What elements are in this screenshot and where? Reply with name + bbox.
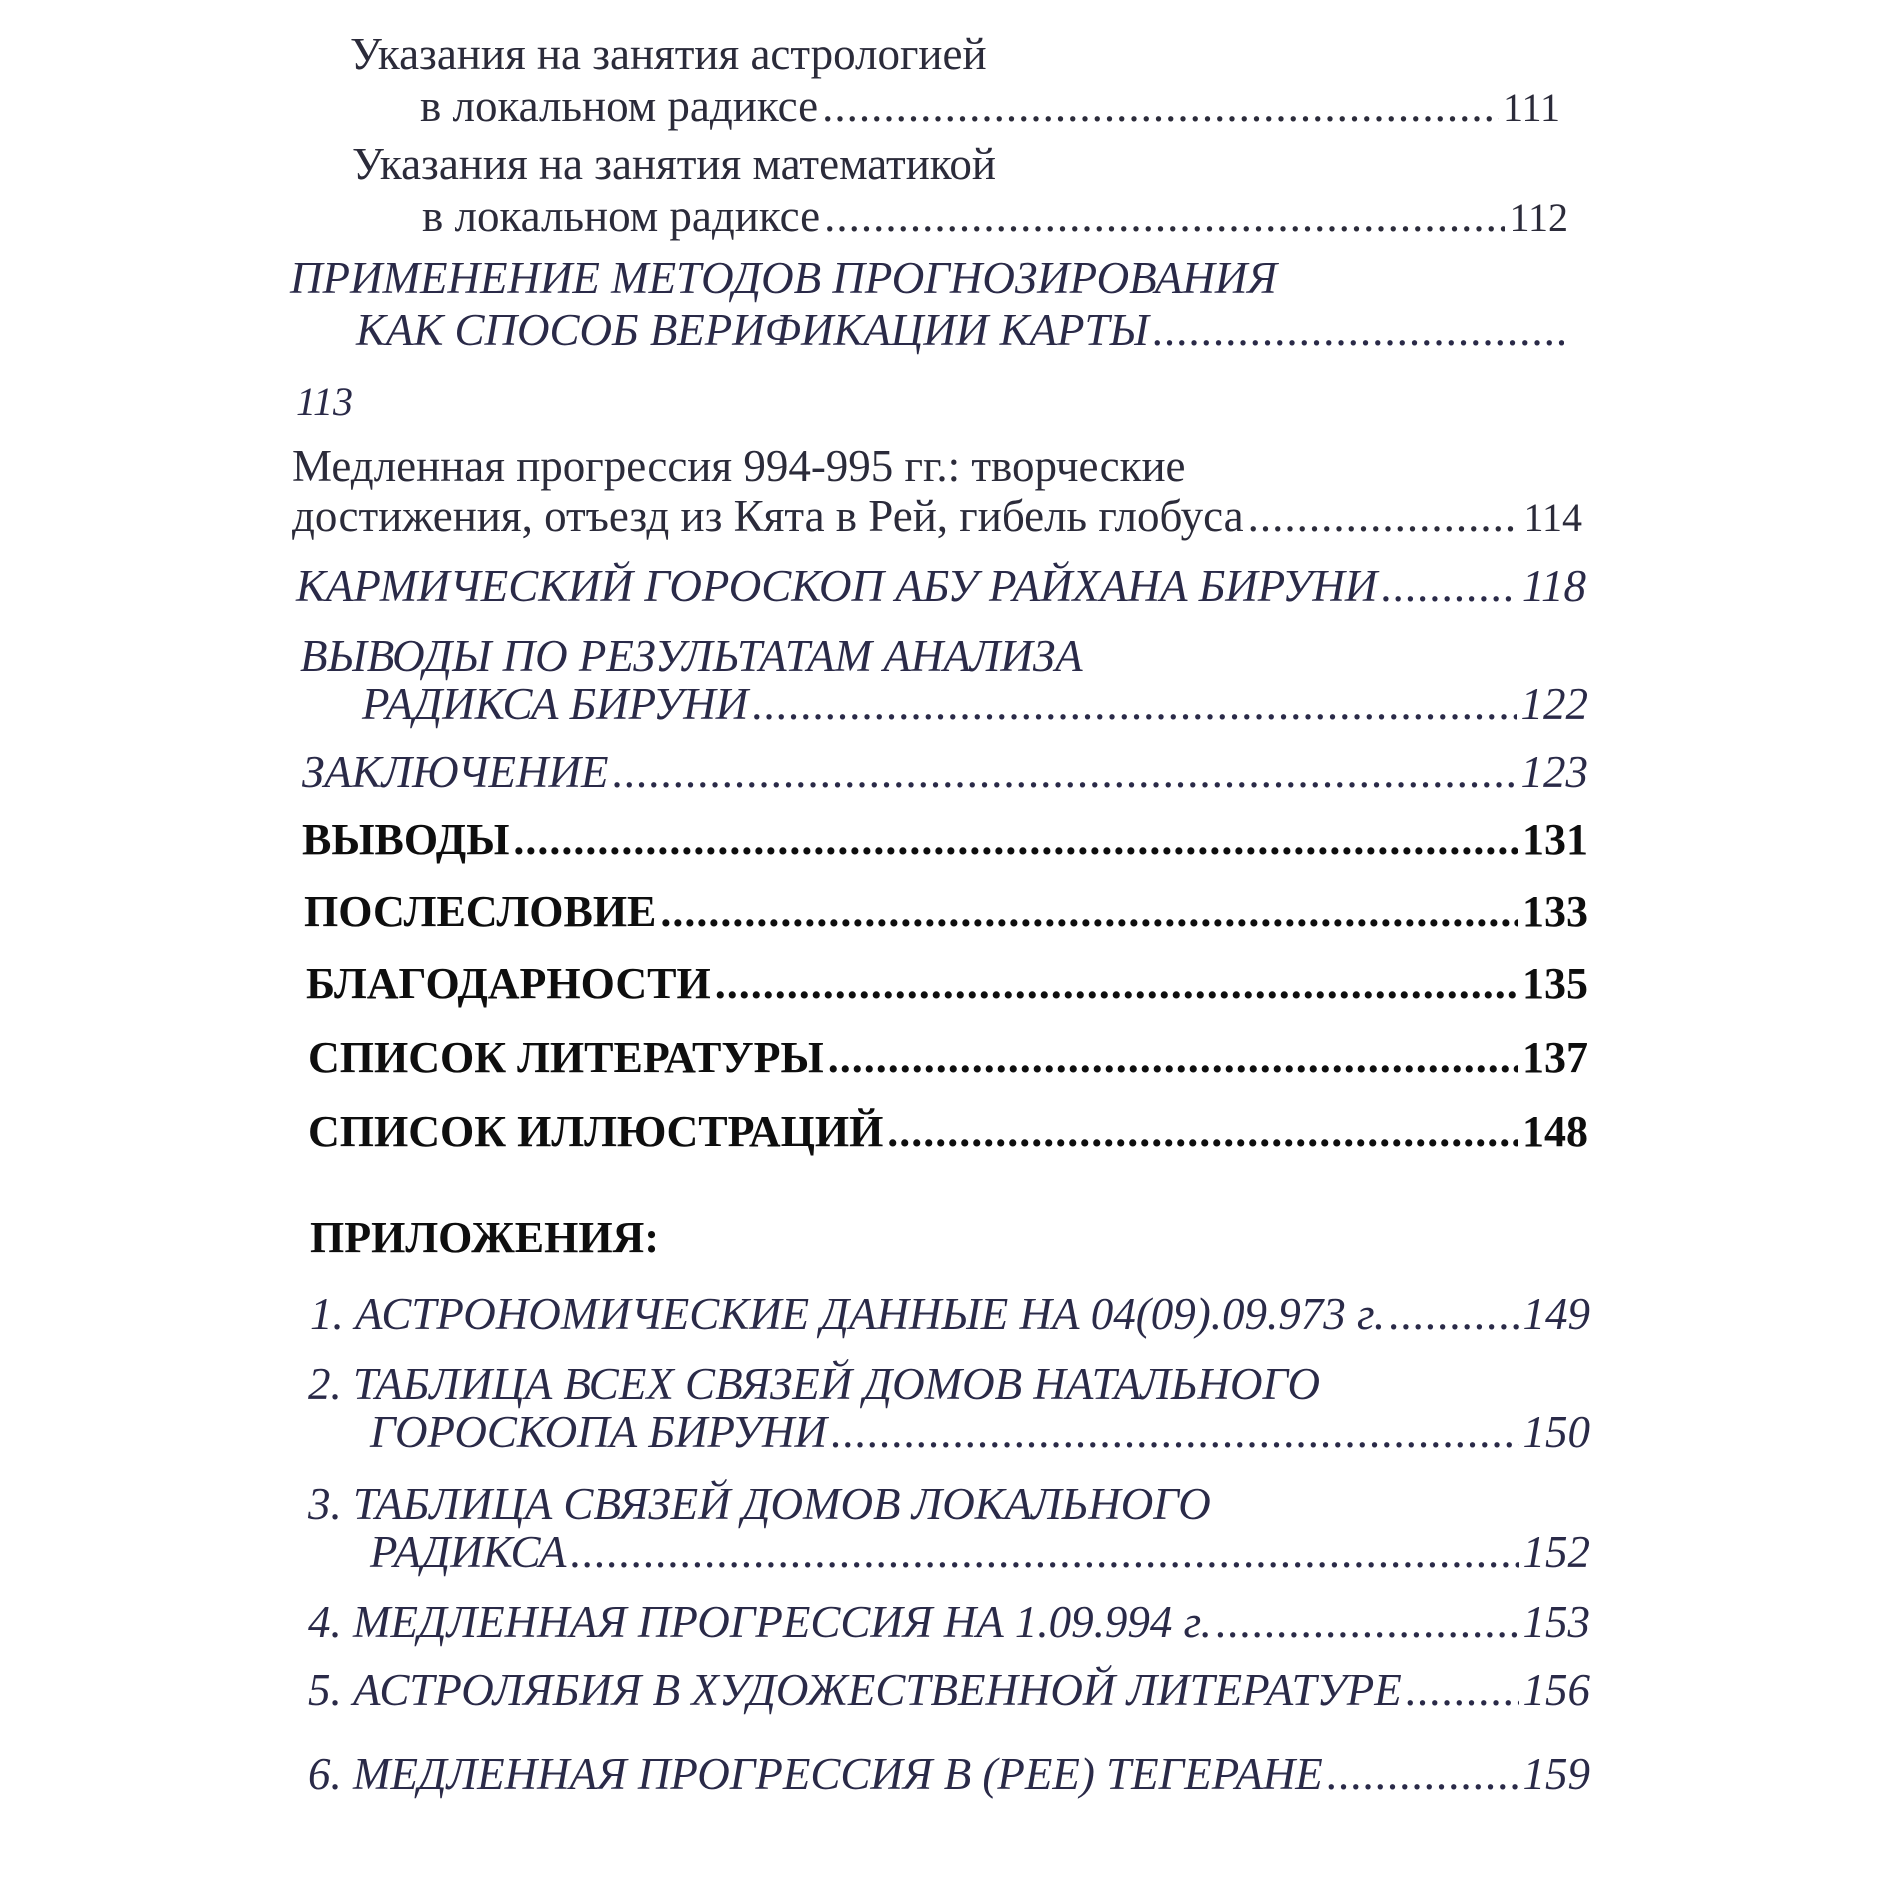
- appendix-item-6[interactable]: [308, 1749, 1590, 1799]
- dot-leader: [824, 194, 1505, 239]
- toc-entry-9-title: ПОСЛЕСЛОВИЕ: [304, 887, 657, 936]
- toc-entry-3[interactable]: [356, 305, 1568, 355]
- appendix-item-2-line2: ГОРОСКОПА БИРУНИ: [370, 1407, 828, 1457]
- appendix-item-3-line1: 3. ТАБЛИЦА СВЯЗЕЙ ДОМОВ ЛОКАЛЬНОГО: [308, 1479, 1211, 1529]
- toc-entry-11[interactable]: [308, 1033, 1588, 1082]
- toc-entry-9-page: 133: [1522, 887, 1588, 936]
- toc-entry-3-page: 113: [296, 379, 354, 424]
- appendix-item-2-page: 150: [1522, 1407, 1590, 1457]
- toc-entry-11-page: 137: [1522, 1033, 1588, 1082]
- toc-entry-8-page: 131: [1522, 815, 1588, 864]
- toc-entry-5[interactable]: [296, 561, 1586, 611]
- appendix-item-1[interactable]: [310, 1289, 1590, 1339]
- toc-entry-9[interactable]: [304, 887, 1588, 936]
- toc-entry-1[interactable]: [420, 81, 1560, 131]
- toc-entry-8[interactable]: [302, 815, 1588, 864]
- appendix-item-1-title: 1. АСТРОНОМИЧЕСКИЕ ДАННЫЕ НА 04(09).09.973 г.: [310, 1289, 1386, 1339]
- toc-entry-8-title: ВЫВОДЫ: [302, 815, 510, 864]
- dot-leader: [752, 682, 1516, 727]
- appendix-heading: ПРИЛОЖЕНИЯ:: [310, 1213, 659, 1262]
- toc-entry-7-page: 123: [1520, 747, 1588, 797]
- appendix-item-2[interactable]: [370, 1407, 1590, 1457]
- toc-entry-12[interactable]: [308, 1107, 1588, 1156]
- toc-entry-1-line2: в локальном радиксе: [420, 81, 819, 131]
- appendix-item-5-page: 156: [1522, 1665, 1590, 1715]
- appendix-item-3[interactable]: [370, 1527, 1590, 1577]
- dot-leader: [513, 818, 1518, 862]
- toc-entry-6-line1: ВЫВОДЫ ПО РЕЗУЛЬТАТАМ АНАЛИЗА: [300, 631, 1083, 681]
- toc-entry-5-page: 118: [1521, 561, 1586, 611]
- toc-entry-1-page: 111: [1502, 85, 1560, 130]
- toc-entry-4-line2: достижения, отъезд из Кята в Рей, гибель глобуса: [292, 491, 1244, 541]
- toc-entry-12-page: 148: [1522, 1107, 1588, 1156]
- toc-entry-6-page: 122: [1520, 679, 1588, 729]
- dot-leader: [612, 750, 1516, 795]
- toc-entry-2-line1: Указания на занятия математикой: [352, 139, 996, 189]
- toc-entry-2[interactable]: [422, 191, 1568, 241]
- dot-leader: [1248, 494, 1520, 539]
- dot-leader: [570, 1530, 1518, 1575]
- toc-entry-4-page: 114: [1523, 495, 1582, 540]
- appendix-item-1-page: 149: [1522, 1289, 1590, 1339]
- toc-entry-6[interactable]: [362, 679, 1588, 729]
- toc-entry-10[interactable]: [306, 959, 1588, 1008]
- toc-entry-2-line2: в локальном радиксе: [422, 191, 821, 241]
- dot-leader: [1216, 1600, 1519, 1645]
- dot-leader: [1327, 1752, 1519, 1797]
- appendix-item-5[interactable]: [308, 1665, 1590, 1715]
- toc-entry-6-line2: РАДИКСА БИРУНИ: [362, 679, 749, 729]
- dot-leader: [1389, 1292, 1518, 1337]
- toc-entry-10-title: БЛАГОДАРНОСТИ: [306, 959, 711, 1008]
- appendix-item-6-page: 159: [1522, 1749, 1590, 1799]
- dot-leader: [1153, 308, 1564, 353]
- appendix-item-4-title: 4. МЕДЛЕННАЯ ПРОГРЕССИЯ НА 1.09.994 г.: [308, 1597, 1212, 1647]
- dot-leader: [828, 1036, 1518, 1080]
- dot-leader: [887, 1110, 1518, 1154]
- dot-leader: [1381, 564, 1517, 609]
- dot-leader: [660, 890, 1518, 934]
- appendix-item-4[interactable]: [308, 1597, 1590, 1647]
- appendix-item-3-line2: РАДИКСА: [370, 1527, 567, 1577]
- toc-entry-11-title: СПИСОК ЛИТЕРАТУРЫ: [308, 1033, 824, 1082]
- appendix-item-3-page: 152: [1522, 1527, 1590, 1577]
- toc-entry-7[interactable]: [302, 747, 1588, 797]
- toc-entry-3-line1: ПРИМЕНЕНИЕ МЕТОДОВ ПРОГНОЗИРОВАНИЯ: [290, 253, 1277, 303]
- appendix-item-2-line1: 2. ТАБЛИЦА ВСЕХ СВЯЗЕЙ ДОМОВ НАТАЛЬНОГО: [308, 1359, 1320, 1409]
- toc-entry-3-line2: КАК СПОСОБ ВЕРИФИКАЦИИ КАРТЫ: [356, 305, 1149, 355]
- dot-leader: [831, 1410, 1518, 1455]
- toc-entry-2-page: 112: [1509, 195, 1568, 240]
- toc-entry-1-line1: Указания на занятия астрологией: [350, 29, 987, 79]
- appendix-item-5-title: 5. АСТРОЛЯБИЯ В ХУДОЖЕСТВЕННОЙ ЛИТЕРАТУРЕ: [308, 1665, 1402, 1715]
- dot-leader: [715, 962, 1518, 1006]
- toc-entry-12-title: СПИСОК ИЛЛЮСТРАЦИЙ: [308, 1107, 884, 1156]
- appendix-item-6-title: 6. МЕДЛЕННАЯ ПРОГРЕССИЯ В (РЕЕ) ТЕГЕРАНЕ: [308, 1749, 1323, 1799]
- toc-entry-7-title: ЗАКЛЮЧЕНИЕ: [302, 747, 609, 797]
- toc-entry-10-page: 135: [1522, 959, 1588, 1008]
- dot-leader: [822, 84, 1499, 129]
- appendix-item-4-page: 153: [1522, 1597, 1590, 1647]
- toc-entry-4-line1: Медленная прогрессия 994-995 гг.: творческие: [292, 441, 1186, 491]
- toc-entry-5-title: КАРМИЧЕСКИЙ ГОРОСКОП АБУ РАЙХАНА БИРУНИ: [296, 561, 1378, 611]
- toc-entry-4[interactable]: [292, 491, 1582, 541]
- dot-leader: [1406, 1668, 1519, 1713]
